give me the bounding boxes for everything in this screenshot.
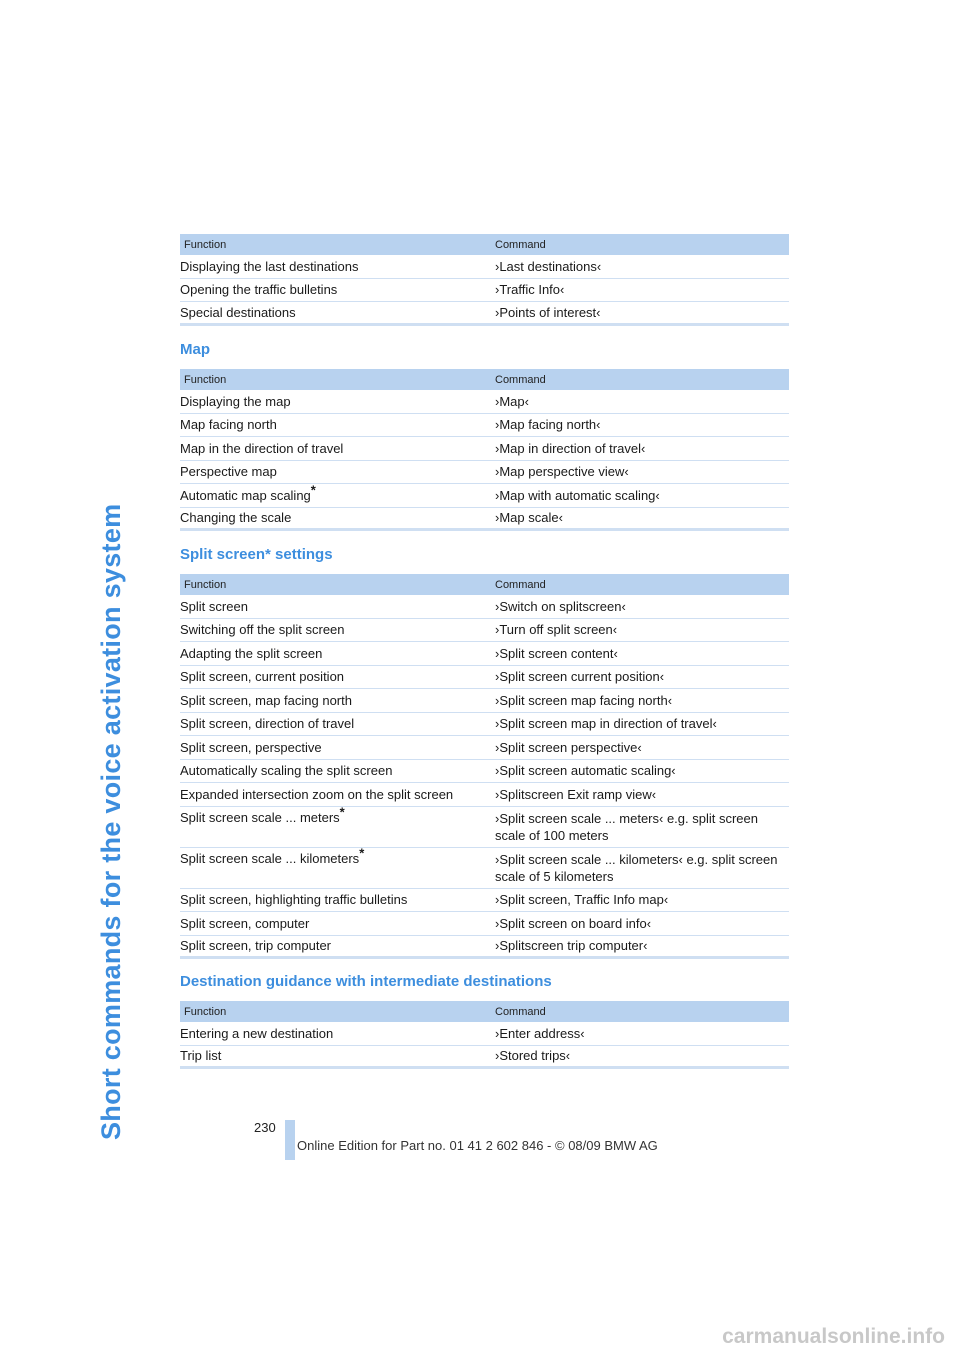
command-cell: ›Last destinations‹ (495, 258, 602, 274)
command-cell: ›Split screen automatic scaling‹ (495, 763, 676, 779)
command-cell: ›Splitscreen trip computer‹ (495, 938, 648, 954)
function-cell: Split screen, highlighting traffic bulletins (180, 892, 408, 908)
table-row (180, 845, 789, 889)
header-function: Function (184, 238, 227, 251)
function-text: Split screen scale ... meters (180, 809, 340, 825)
table-header (180, 369, 789, 390)
table-row (180, 619, 789, 643)
table-row (180, 783, 789, 807)
function-cell: Trip list (180, 1048, 222, 1064)
function-cell: Split screen, map facing north (180, 692, 352, 708)
command-cell: ›Map in direction of travel‹ (495, 440, 646, 456)
table-map (180, 369, 789, 531)
header-function: Function (184, 1005, 227, 1018)
function-cell: Automatically scaling the split screen (180, 763, 393, 779)
footer-accent-bar (285, 1120, 295, 1160)
table-row (180, 461, 789, 485)
function-cell: Changing the scale (180, 510, 292, 526)
command-cell: ›Splitscreen Exit ramp view‹ (495, 786, 657, 802)
function-cell: Expanded intersection zoom on the split screen (180, 786, 454, 802)
page-number: 230 (254, 1120, 276, 1135)
command-cell: ›Turn off split screen‹ (495, 622, 618, 638)
table-row (180, 484, 789, 508)
table-split (180, 574, 789, 959)
side-title: Short commands for the voice activation system (96, 503, 126, 1140)
command-cell: ›Split screen current position‹ (495, 669, 665, 685)
function-cell: Displaying the last destinations (180, 258, 359, 274)
command-cell: ›Split screen map in direction of travel‹ (495, 716, 717, 732)
command-cell: ›Enter address‹ (495, 1025, 585, 1041)
function-cell: Map facing north (180, 417, 277, 433)
table-row (180, 912, 789, 936)
command-cell: ›Split screen scale ... meters‹ e.g. split screen scale of 100 meters (495, 810, 758, 843)
table-row (180, 666, 789, 690)
function-cell: Adapting the split screen (180, 645, 323, 661)
table-header (180, 1001, 789, 1022)
command-cell: ›Map scale‹ (495, 510, 563, 526)
table-row (180, 936, 789, 960)
function-cell: Switching off the split screen (180, 622, 345, 638)
table-destination (180, 1001, 789, 1069)
table-row (180, 1046, 789, 1070)
table-row (180, 736, 789, 760)
header-command: Command (495, 578, 546, 591)
function-cell: Split screen, perspective (180, 739, 322, 755)
command-cell: ›Traffic Info‹ (495, 282, 565, 298)
section-heading-map: Map (180, 341, 210, 358)
header-command: Command (495, 1005, 546, 1018)
command-cell: ›Split screen on board info‹ (495, 915, 652, 931)
command-cell: ›Map‹ (495, 393, 529, 409)
table-row (180, 437, 789, 461)
header-function: Function (184, 578, 227, 591)
command-cell: ›Map perspective view‹ (495, 464, 629, 480)
section-heading-split: Split screen* settings (180, 546, 333, 563)
function-cell: Map in the direction of travel (180, 440, 344, 456)
function-cell: Perspective map (180, 464, 277, 480)
command-cell: ›Split screen, Traffic Info map‹ (495, 892, 669, 908)
table-row (180, 414, 789, 438)
table-row (180, 1022, 789, 1046)
table-row (180, 390, 789, 414)
command-cell: ›Map with automatic scaling‹ (495, 487, 660, 503)
command-cell: ›Split screen content‹ (495, 645, 618, 661)
function-text: Split screen scale ... kilometers (180, 850, 360, 866)
function-cell: Special destinations (180, 304, 296, 320)
header-function: Function (184, 373, 227, 386)
optional-star: * (339, 804, 345, 820)
command-cell: ›Split screen perspective‹ (495, 739, 642, 755)
section-heading-destination: Destination guidance with intermediate destinations (180, 973, 552, 990)
function-cell: Split screen, direction of travel (180, 716, 355, 732)
table-header (180, 574, 789, 595)
command-cell: ›Split screen scale ... kilometers‹ e.g. split screen scale of 5 kilometers (495, 851, 778, 884)
table-row (180, 302, 789, 326)
function-cell: Split screen, computer (180, 915, 310, 931)
table-row (180, 804, 789, 848)
watermark: carmanualsonline.info (722, 1325, 945, 1348)
table-row (180, 689, 789, 713)
table-row (180, 255, 789, 279)
table-row (180, 642, 789, 666)
optional-star: * (310, 482, 316, 498)
edition-note: Online Edition for Part no. 01 41 2 602 846 - © 08/09 BMW AG (297, 1138, 658, 1153)
table-top (180, 234, 789, 326)
function-cell: Split screen, current position (180, 669, 345, 685)
function-cell: Split screen, trip computer (180, 938, 332, 954)
function-cell: Opening the traffic bulletins (180, 282, 338, 298)
table-header (180, 234, 789, 255)
table-row (180, 595, 789, 619)
command-cell: ›Map facing north‹ (495, 417, 601, 433)
table-row (180, 279, 789, 303)
function-text: Automatic map scaling (180, 487, 311, 503)
table-row (180, 760, 789, 784)
table-row (180, 508, 789, 532)
header-command: Command (495, 373, 546, 386)
command-cell: ›Stored trips‹ (495, 1048, 571, 1064)
function-cell (180, 804, 495, 825)
function-cell: Displaying the map (180, 393, 291, 409)
table-row (180, 713, 789, 737)
command-cell: ›Points of interest‹ (495, 304, 601, 320)
optional-star: * (359, 845, 365, 861)
header-command: Command (495, 238, 546, 251)
command-cell: ›Split screen map facing north‹ (495, 692, 673, 708)
table-row (180, 889, 789, 913)
function-cell: Entering a new destination (180, 1025, 334, 1041)
command-cell: ›Switch on splitscreen‹ (495, 598, 626, 614)
function-cell (180, 845, 495, 866)
function-cell (180, 482, 495, 503)
function-cell: Split screen (180, 598, 248, 614)
